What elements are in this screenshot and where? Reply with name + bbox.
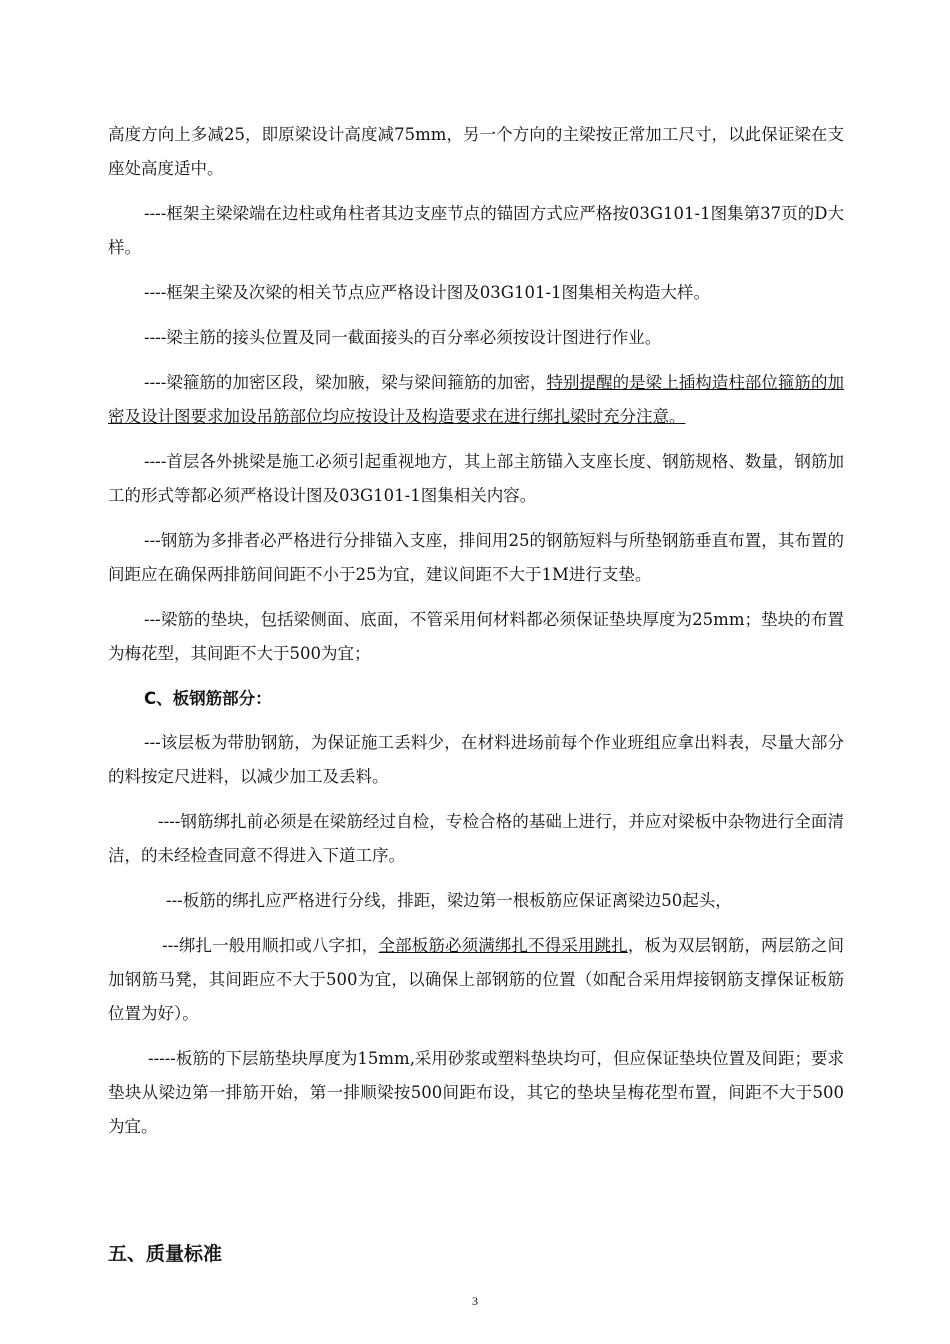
- paragraph-6: ----首层各外挑梁是施工必须引起重视地方，其上部主筋锚入支座长度、钢筋规格、数量，钢筋加工的形式等都必须严格设计图及03G101-1图集相关内容。: [108, 452, 844, 505]
- paragraph-5-text: ----梁箍筋的加密区段，梁加腋，梁与梁间箍筋的加密，: [144, 373, 547, 392]
- page-number: 3: [472, 1294, 478, 1308]
- paragraph-5: [108, 366, 844, 434]
- paragraph-12-text-a: ---绑扎一般用顺扣或八字扣，: [162, 936, 379, 955]
- paragraph-13: -----板筋的下层筋垫块厚度为15mm,采用砂浆或塑料垫块均可，但应保证垫块位置及间距；要求垫块从梁边第一排筋开始，第一排顺梁按500间距布设，其它的垫块呈梅花型布置，间距不大于500为宜。: [108, 1049, 844, 1136]
- paragraph-12-underlined-text: 全部板筋必须满绑扎不得采用跳扎: [378, 936, 628, 955]
- paragraph-11: ---板筋的绑扎应严格进行分线，排距，梁边第一根板筋应保证离梁边50起头，: [166, 891, 732, 910]
- paragraph-12: [108, 929, 844, 1031]
- paragraph-3: ----框架主梁及次梁的相关节点应严格设计图及03G101-1图集相关构造大样。: [144, 283, 711, 302]
- section-title: 五、质量标准: [108, 1243, 223, 1265]
- body-text: [108, 118, 844, 1155]
- paragraph-9: ---该层板为带肋钢筋，为保证施工丢料少，在材料进场前每个作业班组应拿出料表，尽量大部分的料按定尺进料，以减少加工及丢料。: [108, 733, 844, 786]
- paragraph-8: ---梁筋的垫块，包括梁侧面、底面，不管采用何材料都必须保证垫块厚度为25mm；垫块的布置为梅花型，其间距不大于500为宜；: [108, 610, 844, 663]
- paragraph-2: ----框架主梁梁端在边柱或角柱者其边支座节点的锚固方式应严格按03G101-1图集第37页的D大样。: [108, 204, 844, 257]
- paragraph-5-underlined-text: 特别提醒的是梁上插构造柱部位箍筋的加密及设计图要求加设吊筋部位均应按设计及构造要求在进行绑扎梁时充分注意。: [108, 373, 844, 426]
- paragraph-7: ---钢筋为多排者必严格进行分排锚入支座，排间用25的钢筋短料与所垫钢筋垂直布置，其布置的间距应在确保两排筋间间距不小于25为宜，建议间距不大于1M进行支垫。: [108, 531, 844, 584]
- paragraph-1: 高度方向上多减25，即原梁设计高度减75mm，另一个方向的主梁按正常加工尺寸，以此保证梁在支座处高度适中。: [108, 125, 844, 178]
- subheading-c: C、板钢筋部分：: [144, 689, 272, 708]
- paragraph-10: ----钢筋绑扎前必须是在梁筋经过自检，专检合格的基础上进行，并应对梁板中杂物进行全面清洁，的未经检查同意不得进入下道工序。: [108, 812, 844, 865]
- paragraph-12-text-b: ，板为双层钢筋，两层筋之间加钢筋马凳，其间距应不大于500为宜，以确保上部钢筋的位置（如配合采用焊接钢筋支撑保证板筋位置为好）。: [108, 936, 845, 1023]
- paragraph-4: ----梁主筋的接头位置及同一截面接头的百分率必须按设计图进行作业。: [144, 328, 662, 347]
